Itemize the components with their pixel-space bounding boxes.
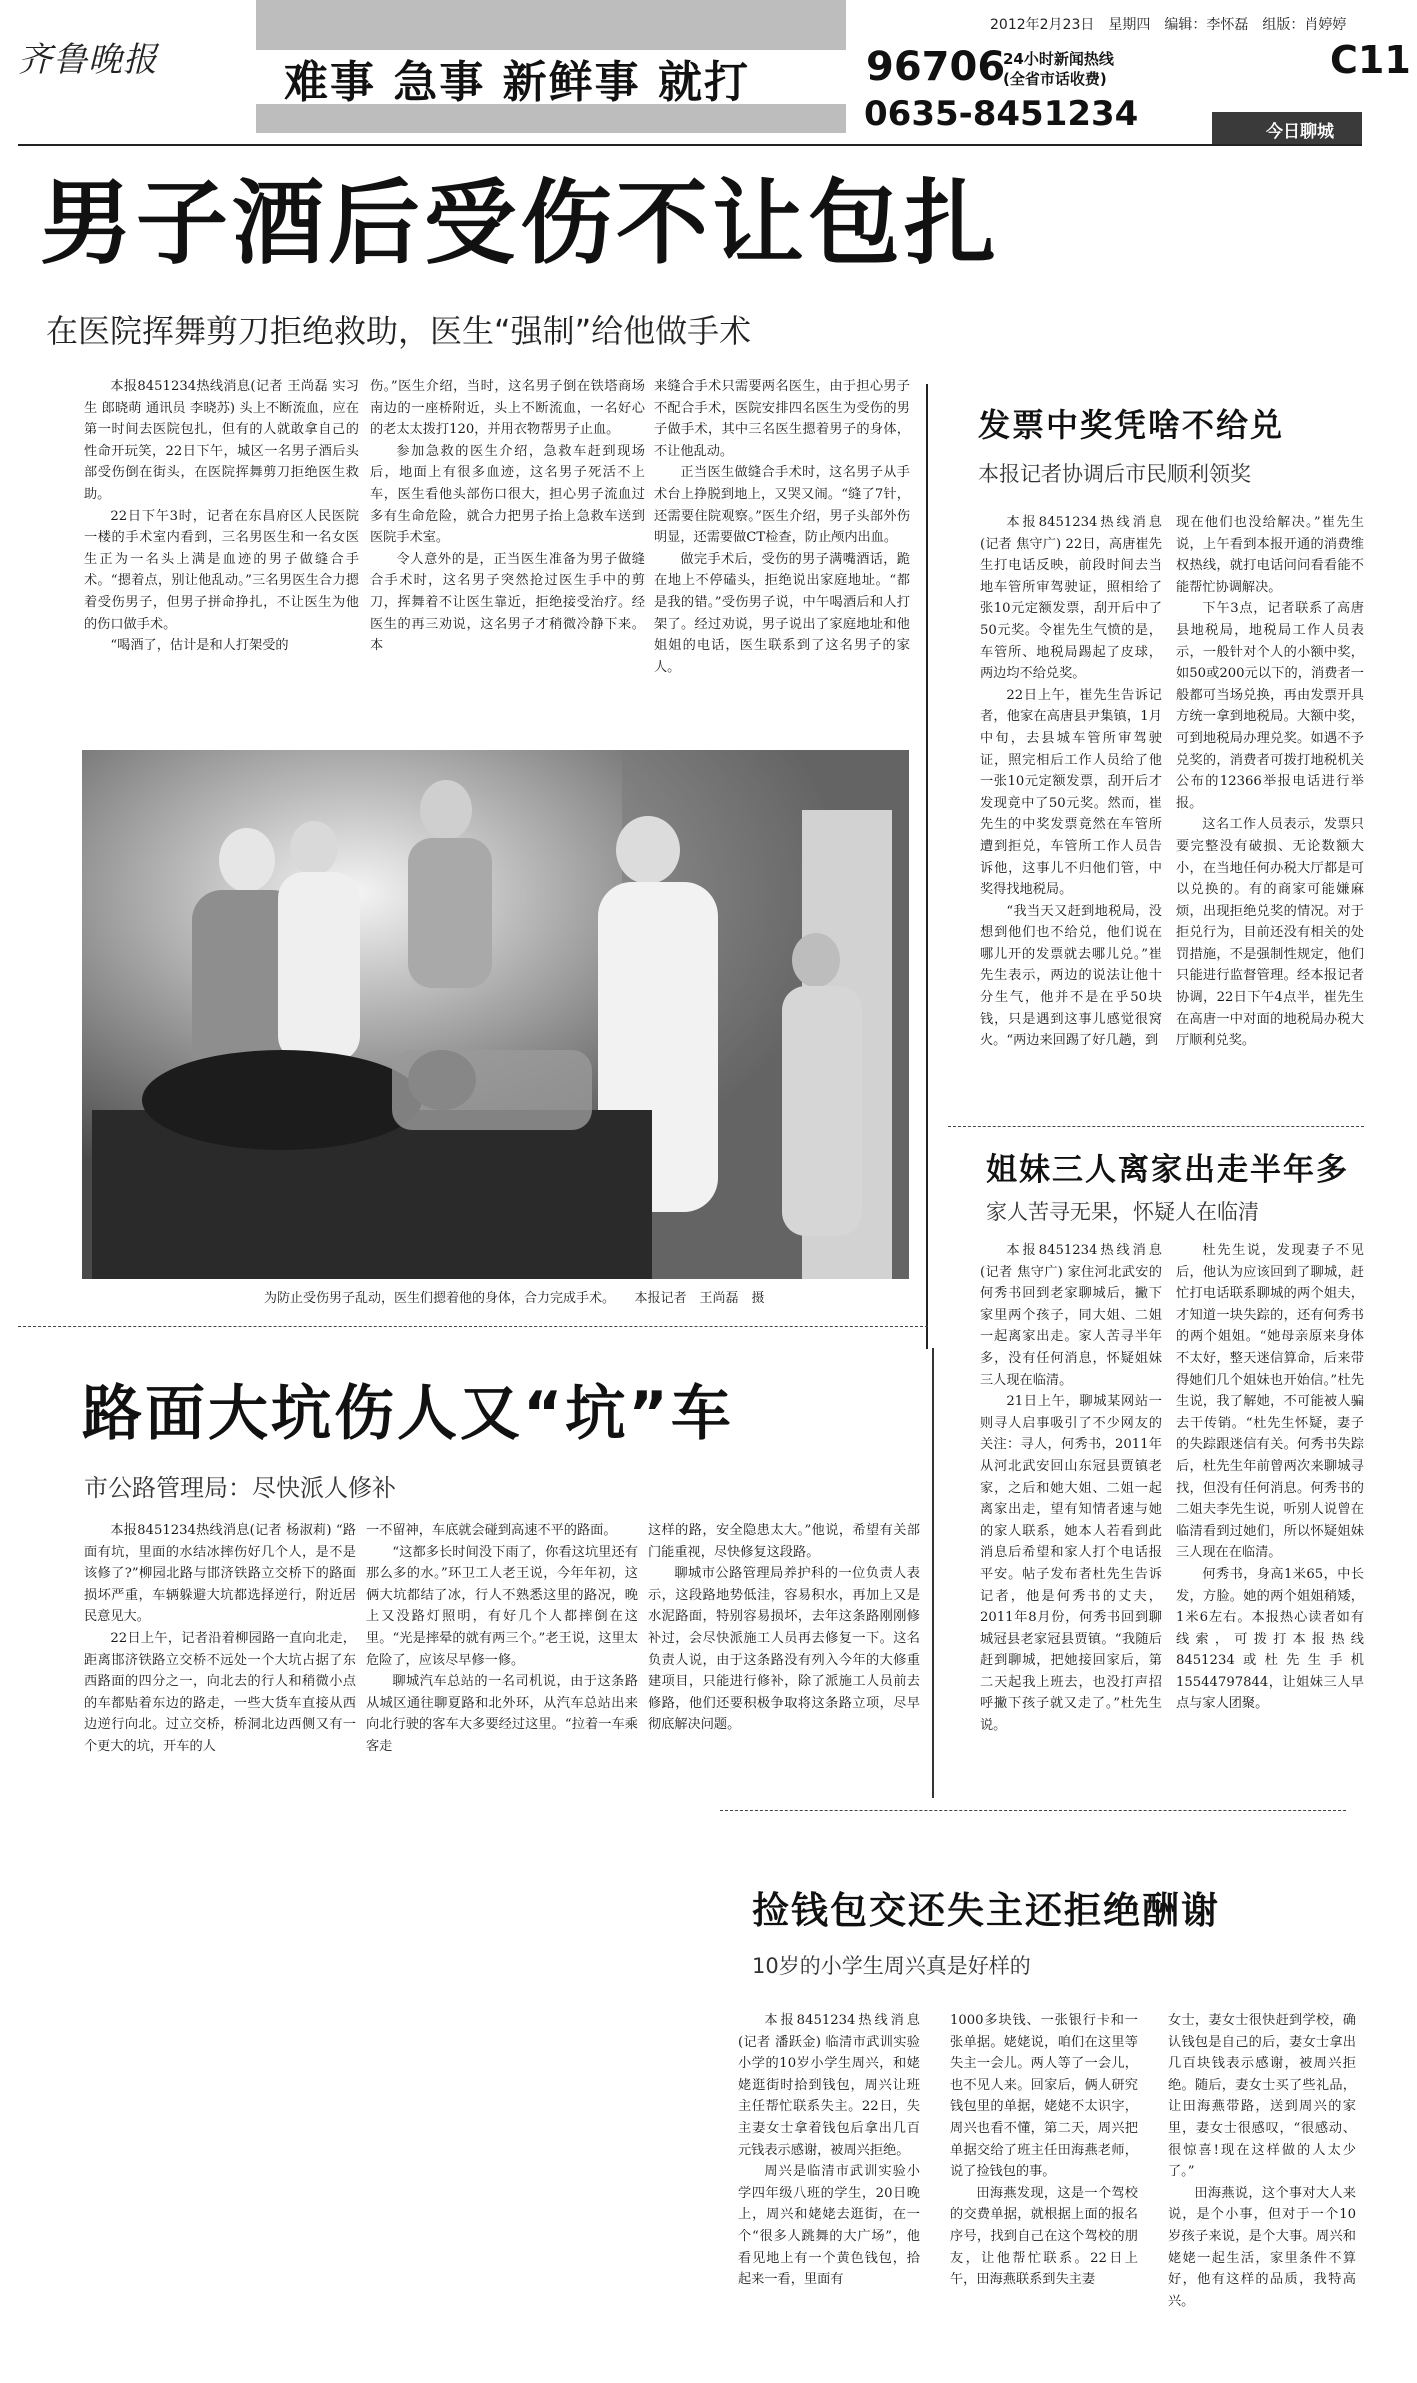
- photo-caption: 为防止受伤男子乱动，医生们摁着他的身体，合力完成手术。 本报记者 王尚磊 摄: [264, 1291, 765, 1306]
- paragraph: 正当医生做缝合手术时，这名男子从手术台上挣脱到地上，又哭又闹。“缝了7针，还需要住院观察。”医生介绍，男子头部外伤明显，还需要做CT检查，防止颅内出血。: [654, 465, 910, 546]
- paragraph: 聊城汽车总站的一名司机说，由于这条路从城区通往聊夏路和北外环，从汽车总站出来向北行驶的客车大多要经过这里。“拉着一车乘客走: [366, 1674, 638, 1754]
- paragraph: 这样的路，安全隐患太大。”他说，希望有关部门能重视，尽快修复这段路。: [648, 1523, 920, 1560]
- paragraph: 一不留神，车底就会碰到高速不平的路面。: [366, 1523, 617, 1538]
- section-name: 今日聊城: [1266, 122, 1334, 142]
- wallet-col-3: [1168, 2010, 1356, 2350]
- paragraph: “喝酒了，估计是和人打架受的: [110, 638, 289, 654]
- section-divider: [720, 1810, 1346, 1811]
- surgery-photo-illustration: [82, 750, 909, 1279]
- masthead-rule: [18, 144, 1362, 146]
- wallet-col-1: [738, 2010, 920, 2350]
- wallet-col-2: [950, 2010, 1138, 2350]
- paragraph: 女士，妻女士很快赶到学校，确认钱包是自己的后，妻女士拿出几百块钱表示感谢，被周兴拒绝。随后，妻女士买了些礼品，让田海燕带路，送到周兴的家里，妻女士很感叹，“很感动、很惊喜!现在这样做的人太少了。”: [1168, 2013, 1356, 2180]
- paragraph: 1000多块钱、一张银行卡和一张单据。姥姥说，咱们在这里等失主一会儿。两人等了一会儿，也不见人来。回家后，俩人研究钱包里的单据，姥姥不太识字，周兴也看不懂，第二天，周兴把单据交给了班主任田海燕老师，说了捡钱包的事。: [950, 2013, 1138, 2180]
- paragraph: 22日上午，崔先生告诉记者，他家在高唐县尹集镇，1月中旬，去县城车管所审驾驶证，照完相后工作人员给了他一张10元定额发票，刮开后才发现竟中了50元奖。然而，崔先生的中奖发票竟然在车管所遭到拒兑，车管所工作人员告诉他，这事儿不归他们管，中奖得找地税局。: [980, 687, 1162, 898]
- paragraph: “我当天又赶到地税局，没想到他们也不给兑，他们说在哪儿开的发票就去哪儿兑。”崔先生表示，两边的说法让他十分生气，他并不是在乎50块钱，只是遇到这事儿感觉很窝火。“两边来回踢了好几趟，到: [980, 903, 1162, 1049]
- pothole-subhead: 市公路管理局：尽快派人修补: [84, 1474, 396, 1502]
- hotline-number-2: 0635-8451234: [864, 94, 1139, 134]
- sisters-col-2: [1176, 1240, 1364, 1780]
- sisters-headline: 姐妹三人离家出走半年多: [986, 1152, 1349, 1188]
- section-divider: [18, 1326, 928, 1327]
- pothole-col-1: [84, 1520, 356, 1798]
- column-rule-lower: [932, 1348, 934, 1798]
- paragraph: 周兴是临清市武训实验小学四年级八班的学生，20日晚上，周兴和姥姥去逛街，在一个“很多人跳舞的大广场”，他看见地上有一个黄色钱包，拾起来一看，里面有: [738, 2164, 920, 2288]
- paragraph: 来缝合手术只需要两名医生，由于担心男子不配合手术，医院安排四名医生为受伤的男子做手术，其中三名医生摁着男子的身体，不让他乱动。: [654, 379, 910, 459]
- sisters-col-1: [980, 1240, 1162, 1780]
- masthead: [0, 0, 1417, 145]
- paragraph: 下午3点，记者联系了高唐县地税局，地税局工作人员表示，一般针对个人的小额中奖，如50或200元以下的，消费者一般都可当场兑换，再由发票开具方统一拿到地税局。大额中奖，可到地税局办理兑奖。如遇不予兑奖的，消费者可拨打地税机关公布的12366举报电话进行举报。: [1176, 601, 1364, 811]
- invoice-headline: 发票中奖凭啥不给兑: [978, 406, 1285, 444]
- hotline-note-1: 24小时新闻热线: [1003, 50, 1114, 68]
- paragraph: 这名工作人员表示，发票只要完整没有破损、无论数额大小，在当地任何办税大厅都是可以兑换的。有的商家可能嫌麻烦，出现拒绝兑奖的情况。对于拒兑行为，目前还没有相关的处罚措施，不是强制性规定，他们只能进行监督管理。经本报记者协调，22日下午4点半，崔先生在高唐一中对面的地税局办税大厅顺利兑奖。: [1176, 817, 1364, 1049]
- hotline-slogan: 难事 急事 新鲜事 就打: [284, 57, 750, 108]
- paragraph: 本报8451234热线消息(记者 杨淑莉) “路面有坑，里面的水结冰摔伤好几个人，是不是该修了?”柳园北路与邯济铁路立交桥下的路面损坏严重，车辆躲避大坑都选择逆行，附近居民意见大。: [84, 1523, 356, 1625]
- lead-col-2: [370, 376, 645, 746]
- invoice-col-1: [980, 512, 1162, 1130]
- date-line: 2012年2月23日 星期四 编辑：李怀磊 组版：肖婷婷: [990, 17, 1347, 33]
- paragraph: 本报8451234热线消息(记者 焦守广) 家住河北武安的何秀书回到老家聊城后，撇下家里两个孩子，同大姐、二姐一起离家出走。家人苦寻半年多，没有任何消息，怀疑姐妹三人现在临清。: [980, 1243, 1162, 1388]
- lead-subhead: 在医院挥舞剪刀拒绝救助，医生“强制”给他做手术: [46, 312, 752, 350]
- paragraph: 现在他们也没给解决。”崔先生说，上午看到本报开通的消费维权热线，就打电话问问看看能不能帮忙协调解决。: [1176, 515, 1364, 595]
- surgery-photo: [82, 750, 909, 1279]
- paragraph: 聊城市公路管理局养护科的一位负责人表示，这段路地势低洼，容易积水，再加上又是水泥路面，特别容易损坏，去年这条路刚刚修补过，会尽快派施工人员再去修复一下。这名负责人说，由于这条路没有列入今年的大修重建项目，只能进行修补，除了派施工人员前去修路，他们还要积极争取将这条路立项，尽早彻底解决问题。: [648, 1566, 920, 1733]
- paragraph: 何秀书，身高1米65，中长发，方脸。她的两个姐姐稍矮，1米6左右。本报热心读者如有线索，可拨打本报热线8451234或杜先生手机15544797844，让姐妹三人早点与家人团聚。: [1176, 1566, 1364, 1712]
- paragraph: 杜先生说，发现妻子不见后，他认为应该回到了聊城，赶忙打电话联系聊城的两个姐夫，才知道一块失踪的，还有何秀书的两个姐姐。“她母亲原来身体不太好，整天迷信算命，后来带得她们几个姐妹也开始信。”杜先生说，我了解她，不可能被人骗去干传销。“杜先生怀疑，妻子的失踪跟迷信有关。何秀书失踪后，杜先生年前曾两次来聊城寻找，但没有任何消息。何秀书的二姐夫李先生说，听别人说曾在临清看到过她们，所以怀疑姐妹三人现在在临清。: [1176, 1243, 1364, 1561]
- pothole-col-3: [648, 1520, 920, 1798]
- invoice-subhead: 本报记者协调后市民顺利领奖: [978, 462, 1251, 486]
- wallet-headline: 捡钱包交还失主还拒绝酬谢: [752, 1889, 1220, 1932]
- hotline-banner: [256, 0, 846, 133]
- pothole-headline: 路面大坑伤人又“坑”车: [82, 1379, 734, 1449]
- paragraph: “这都多长时间没下雨了，你看这坑里还有那么多的水。”环卫工人老王说，今年年初，这俩大坑都结了冰，行人不熟悉这里的路况，晚上又没路灯照明，有好几个人都摔倒在这里。“光是摔晕的就有两三个。”老王说，这里太危险了，应该尽早修一修。: [366, 1544, 638, 1668]
- invoice-col-2: [1176, 512, 1364, 1130]
- paragraph: 本报8451234热线消息(记者 焦守广) 22日，高唐崔先生打电话反映，前段时间去当地车管所审驾驶证，照相给了张10元定额发票，刮开后中了50元奖。令崔先生气愤的是，车管所、地税局踢起了皮球，两边均不给兑奖。: [980, 515, 1162, 682]
- wallet-subhead: 10岁的小学生周兴真是好样的: [752, 1954, 1031, 1978]
- hotline-note-2: (全省市话收费): [1003, 70, 1107, 88]
- paragraph: 伤。”医生介绍，当时，这名男子倒在铁塔商场南边的一座桥附近，头上不断流血，一名好心的老太太拨打120，并用衣物帮男子止血。: [370, 379, 645, 438]
- paragraph: 参加急救的医生介绍，急救车赶到现场后，地面上有很多血迹，这名男子死活不上车，医生看他头部伤口很大，担心男子流血过多有生命危险，就合力把男子抬上急救车送到医院手术室。: [370, 443, 645, 546]
- sisters-subhead: 家人苦寻无果，怀疑人在临清: [986, 1200, 1259, 1224]
- lead-col-1: [84, 376, 359, 746]
- paragraph: 21日上午，聊城某网站一则寻人启事吸引了不少网友的关注：寻人，何秀书，2011年从河北武安回山东冠县贾镇老家，之后和她大姐、二姐一起离家出走，望有知情者速与她的家人联系，她本人若看到此消息后希望和家人打个电话报平安。帖子发布者杜先生告诉记者，他是何秀书的丈夫，2011年8月份，何秀书回到聊城冠县老家冠县贾镇。“我随后赶到聊城，把她接回家后，第二天起我上班去，也没打声招呼撇下孩子就又走了。”杜先生说。: [980, 1394, 1162, 1734]
- page-code: C11: [1330, 38, 1411, 82]
- paper-logo: 齐鲁晚报: [18, 40, 158, 80]
- paragraph: 田海燕说，这个事对大人来说，是个小事，但对于一个10岁孩子来说，是个大事。周兴和姥姥一起生活，家里条件不算好，他有这样的品质，我特高兴。: [1168, 2185, 1356, 2309]
- paragraph: 22日下午3时，记者在东昌府区人民医院一楼的手术室内看到，三名男医生和一名女医生正为一名头上满是血迹的男子做缝合手术。“摁着点，别让他乱动。”三名男医生合力摁着受伤男子，但男子拼命挣扎，不让医生为他的伤口做手术。: [84, 508, 359, 632]
- banner-bg-strip: [256, 0, 846, 50]
- paragraph: 本报8451234热线消息(记者 王尚磊 实习生 郎晓萌 通讯员 李晓苏) 头上不断流血，应在第一时间去医院包扎，但有的人就敢拿自己的性命开玩笑，22日下午，城区一名男子酒后头部受伤倒在街头，在医院挥舞剪刀拒绝医生救助。: [84, 379, 359, 502]
- paragraph: 22日上午，记者沿着柳园路一直向北走，距离邯济铁路立交桥不远处一个大坑占据了东西路面的四分之一，向北去的行人和稍微小点的车都贴着东边的路走，一些大货车直接从西边逆行向北。过立交桥，桥洞北边西侧又有一个更大的坑，开车的人: [84, 1630, 356, 1754]
- hotline-number: 96706: [866, 44, 1006, 90]
- section-tab: [1212, 112, 1362, 144]
- pothole-col-2: [366, 1520, 638, 1798]
- paragraph: 令人意外的是，正当医生准备为男子做缝合手术时，这名男子突然抢过医生手中的剪刀，挥舞着不让医生靠近，拒绝接受治疗。经医生的再三劝说，这名男子才稍微冷静下来。本: [370, 551, 645, 654]
- paragraph: 田海燕发现，这是一个驾校的交费单据，就根据上面的报名序号，找到自己在这个驾校的朋友，让他帮忙联系。22日上午，田海燕联系到失主妻: [950, 2185, 1138, 2288]
- paragraph: 做完手术后，受伤的男子满嘴酒话，跪在地上不停磕头，拒绝说出家庭地址。“都是我的错。”受伤男子说，中午喝酒后和人打架了。经过劝说，男子说出了家庭地址和他姐姐的电话，医生联系到了这名男子的家人。: [654, 551, 910, 675]
- lead-headline: 男子酒后受伤不让包扎: [40, 170, 1001, 277]
- column-rule: [926, 384, 928, 1349]
- paragraph: 本报8451234热线消息(记者 潘跃金) 临清市武训实验小学的10岁小学生周兴，和姥姥逛街时拾到钱包，周兴让班主任帮忙联系失主。22日，失主妻女士拿着钱包后拿出几百元钱表示感谢，被周兴拒绝。: [738, 2013, 920, 2158]
- lead-col-3: [654, 376, 910, 746]
- section-divider: [948, 1126, 1364, 1127]
